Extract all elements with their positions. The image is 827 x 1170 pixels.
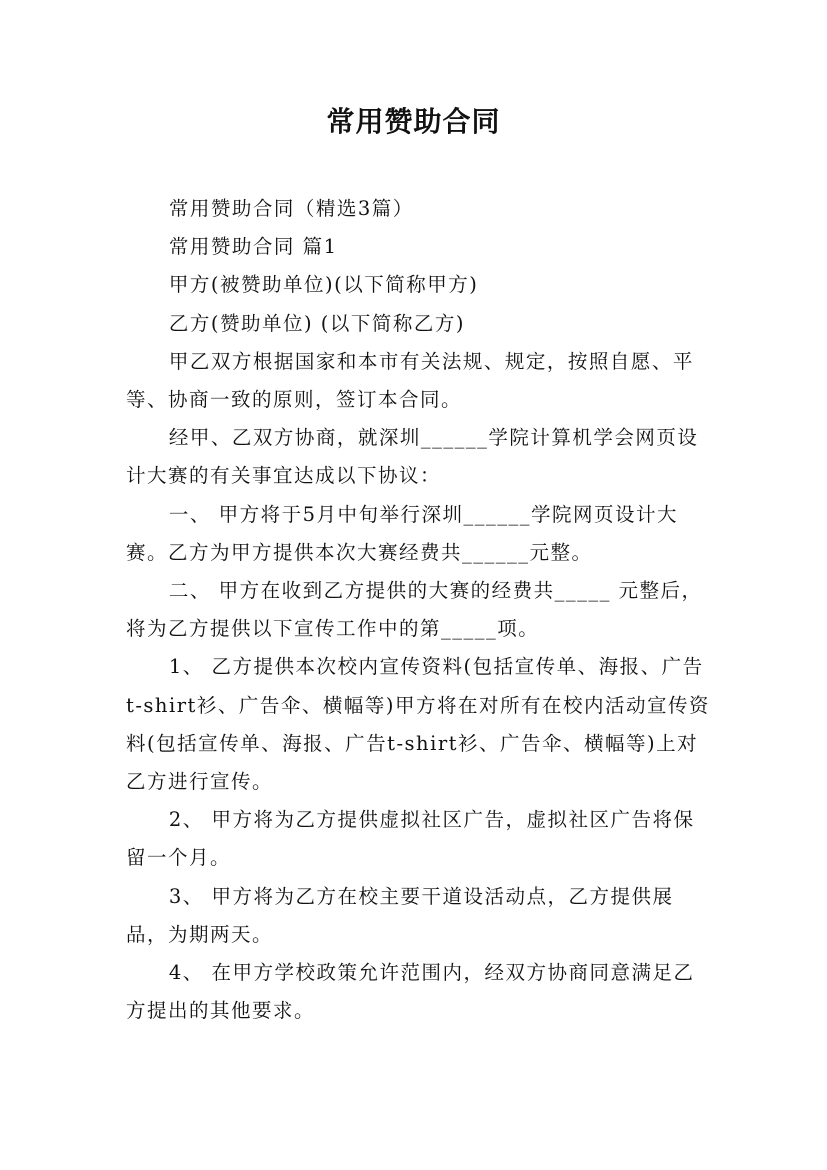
paragraph-party-a: 甲方(被赞助单位)(以下简称甲方) (168, 273, 479, 297)
paragraph-agreement-intro: 经甲、乙双方协商，就深圳______学院计算机学会网页设计大赛的有关事宜达成以下协议： (126, 426, 699, 488)
paragraph-subtitle: 常用赞助合同（精选3篇） (168, 197, 414, 220)
document-body (126, 190, 710, 1030)
paragraph-item-2: 2、 甲方将为乙方提供虚拟社区广告，虚拟社区广告将保留一个月。 (126, 808, 695, 870)
paragraph-clause-1: 一、 甲方将于5月中旬举行深圳______学院网页设计大赛。乙方为甲方提供本次大赛经费共______元整。 (126, 502, 678, 564)
paragraph-item-1: 1、 乙方提供本次校内宣传资料(包括宣传单、海报、广告t-shirt衫、广告伞、横幅等)甲方将在对所有在校内活动宣传资料(包括宣传单、海报、广告t-shirt衫、广告伞、横幅等)上对乙方进行宣传。 (126, 655, 710, 794)
paragraph-preamble: 甲乙双方根据国家和本市有关法规、规定，按照自愿、平等、协商一致的原则，签订本合同。 (126, 349, 694, 412)
document-title: 常用赞助合同 (326, 105, 501, 138)
paragraph-clause-2: 二、 甲方在收到乙方提供的大赛的经费共_____ 元整后，将为乙方提供以下宣传工作中的第_____项。 (126, 579, 703, 641)
paragraph-party-b: 乙方(赞助单位) (以下简称乙方) (168, 311, 466, 335)
paragraph-item-4: 4、 在甲方学校政策允许范围内，经双方协商同意满足乙方提出的其他要求。 (126, 961, 695, 1023)
paragraph-section-heading: 常用赞助合同 篇1 (168, 235, 338, 259)
paragraph-item-3: 3、 甲方将为乙方在校主要干道设活动点，乙方提供展品，为期两天。 (126, 884, 674, 946)
